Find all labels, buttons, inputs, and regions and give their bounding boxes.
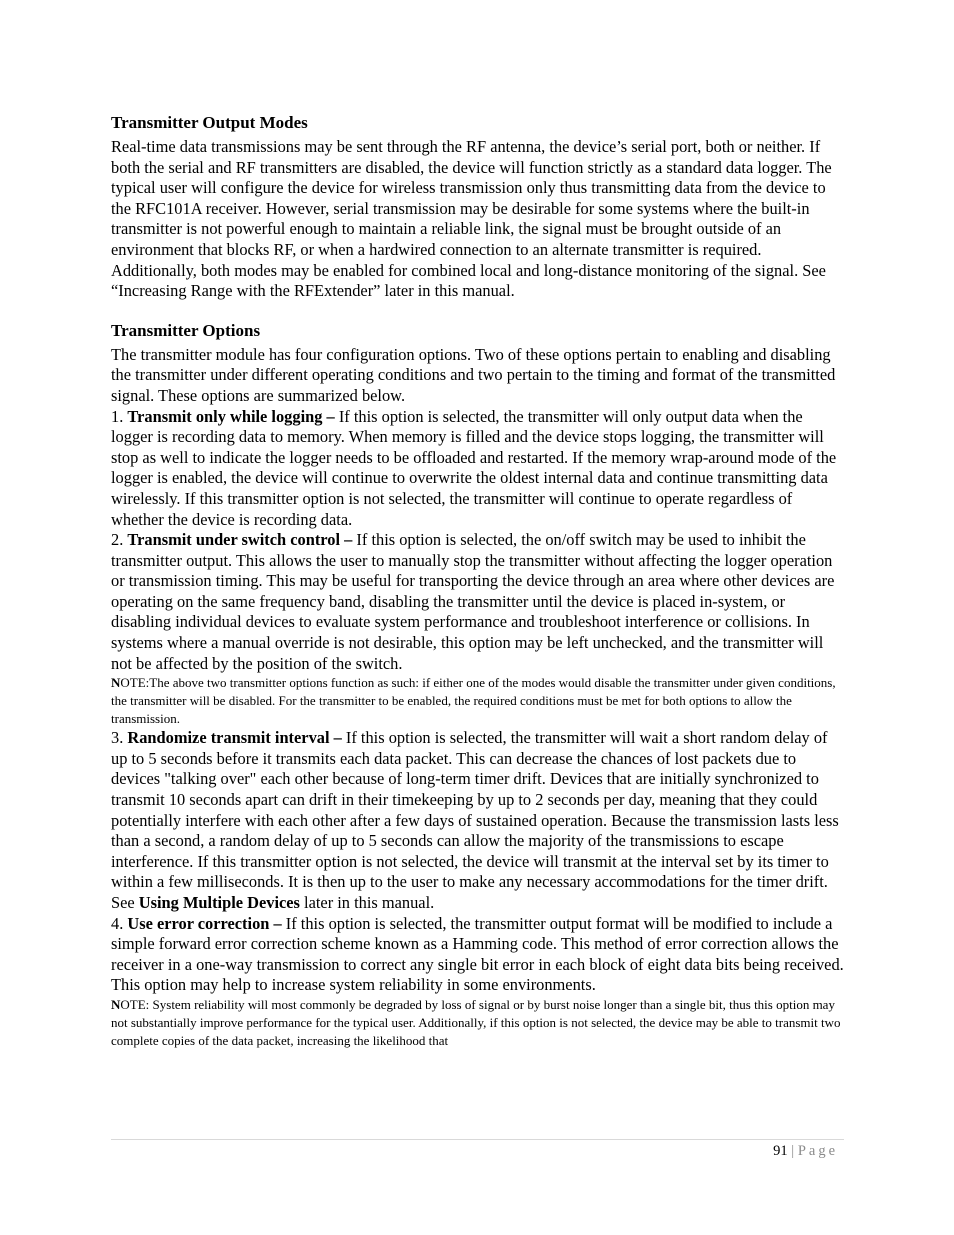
option-item-1: [111, 407, 846, 531]
option-number: 1.: [111, 406, 128, 426]
option-number: 3.: [111, 728, 128, 748]
note-initial: N: [111, 675, 121, 691]
note-text: System reliability will most commonly be degraded by loss of signal or by burst noise longer than a single bit, thus this option may not substantially improve performance for the typical user. Additionally, if this option is not selected, the device may be able to transmit two complete copies of the data packet, increasing the likelihood that: [111, 996, 841, 1048]
section-heading-options: Transmitter Options: [111, 320, 261, 340]
page-footer: [773, 1142, 838, 1160]
option-text: If this option is selected, the transmitter will only output data when the logger is recording data to memory. When memory is filled and the device stops logging, the transmitter will stop as well to indicate the logger needs to be offloaded and restarted. If the memory wrap-around mode of the logger is enabled, the device will continue to overwrite the oldest internal data and continue transmitting data wirelessly. If this transmitter option is not selected, the transmitter will continue to operate regardless of whether the device is recording data.: [111, 406, 837, 529]
cross-reference: Using Multiple Devices: [138, 893, 300, 912]
option-item-3: [111, 728, 846, 913]
footer-separator: |: [791, 1143, 795, 1159]
note-label: OTE:: [120, 675, 150, 691]
note-label: OTE:: [120, 996, 150, 1012]
note-block-1: [111, 674, 846, 728]
section-gap: [111, 302, 846, 320]
page-body: [111, 112, 846, 1050]
paragraph-output-modes: Real-time data transmissions may be sent through the RF antenna, the device’s serial port, both or neither. If both the serial and RF transmitters are disabled, the device will function strictly as a standard data logger. The typical user will configure the device for wireless transmission only thus transmitting data from the device to the RFC101A receiver. However, serial transmission may be desirable for some systems where the built-in transmitter is not powerful enough to maintain a reliable link, the signal must be brought outside of an environment that blocks RF, or when a hardwired connection to an alternate transmitter is required. Additionally, both modes may be enabled for combined local and long-distance monitoring of the signal. See “Increasing Range with the RFExtender” later in this manual.: [111, 137, 832, 301]
note-block-2: [111, 996, 846, 1050]
footer-divider: [111, 1139, 844, 1140]
page-number: 91: [773, 1143, 788, 1159]
option-term: Transmit only while logging –: [127, 406, 335, 426]
footer-page-label: Page: [797, 1143, 838, 1159]
note-initial: N: [111, 996, 121, 1012]
option-term: Randomize transmit interval –: [127, 728, 342, 748]
option-term: Use error correction –: [127, 913, 282, 933]
option-text-tail: later in this manual.: [299, 893, 435, 912]
option-item-2: [111, 530, 846, 674]
option-number: 2.: [111, 530, 128, 550]
section-heading-output-modes: Transmitter Output Modes: [111, 113, 308, 132]
option-term: Transmit under switch control –: [127, 530, 353, 550]
note-text: The above two transmitter options function as such: if either one of the modes would disable the transmitter under given conditions, the transmitter will be disabled. For the transmitter to be enabled, the required conditions must be met for both options to allow the transmission.: [111, 675, 836, 727]
option-item-4: [111, 914, 846, 996]
option-text: If this option is selected, the on/off switch may be used to inhibit the transmitter output. This allows the user to manually stop the transmitter without affecting the logger operation or transmission timing. This may be useful for transporting the device through an area where other devices are operating on the same frequency band, disabling the transmitter until the device is placed in-system, or disabling individual devices to evaluate system performance and troubleshoot interference or collisions. In systems where a manual override is not desirable, this option may be left unchecked, and the transmitter will not be affected by the position of the switch.: [111, 530, 835, 673]
option-text: If this option is selected, the transmitter will wait a short random delay of up to 5 seconds before it transmits each data packet. This can decrease the chances of lost packets due to devices "talking over" each other because of long-term timer drift. Devices that are initially synchronized to transmit 10 seconds apart can drift in their timekeeping by up to 2 seconds per day, meaning that they could potentially interfere with each other after a few days of sustained operation. Because the transmission lasts less than a second, a random delay of up to 5 seconds can allow the majority of the transmissions to escape interference. If this transmitter option is not selected, the device will transmit at the interval set by its timer to within a few milliseconds. It is then up to the user to make any necessary accommodations for the timer drift. See: [111, 728, 839, 912]
paragraph-options-intro: The transmitter module has four configuration options. Two of these options pertain to enabling and disabling the transmitter under different operating conditions and two pertain to the timing and format of the transmitted signal. These options are summarized below.: [111, 344, 836, 405]
option-number: 4.: [111, 913, 128, 933]
option-text: If this option is selected, the transmitter output format will be modified to include a simple forward error correction scheme known as a Hamming code. This method of error correction allows the receiver in a one-way transmission to correct any single bit error in each block of eight data bits being received. This option may help to increase system reliability in some environments.: [111, 913, 844, 995]
